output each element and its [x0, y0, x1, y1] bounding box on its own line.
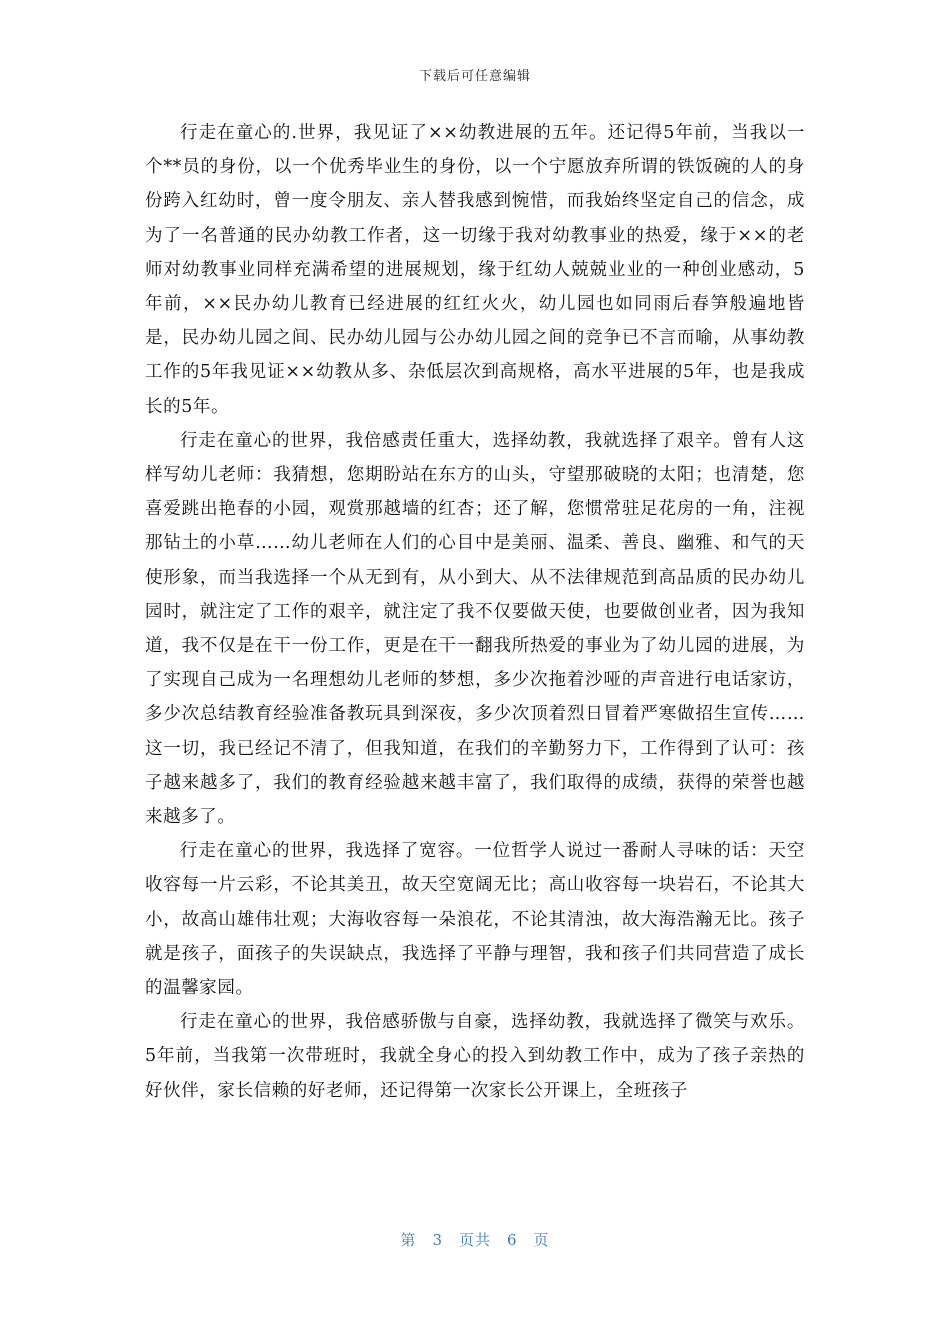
document-body	[145, 116, 805, 1108]
footer-middle: 页共	[458, 1231, 491, 1249]
page-footer	[0, 1229, 950, 1250]
footer-total-pages: 6	[507, 1231, 518, 1249]
paragraph: 行走在童心的世界，我倍感骄傲与自豪，选择幼教，我就选择了微笑与欢乐。5年前，当我第一次带班时，我就全身心的投入到幼教工作中，成为了孩子亲热的好伙伴，家长信赖的好老师，还记得第一次家长公开课上，全班孩子	[145, 1012, 805, 1101]
footer-suffix: 页	[533, 1231, 550, 1249]
footer-prefix: 第	[400, 1231, 417, 1249]
paragraph: 行走在童心的.世界，我见证了××幼教进展的五年。还记得5年前，当我以一个**员的身份，以一个优秀毕业生的身份，以一个宁愿放弃所谓的铁饭碗的人的身份跨入红幼时，曾一度令朋友、亲人替我感到惋惜，而我始终坚定自己的信念，成为了一名普通的民办幼教工作者，这一切缘于我对幼教事业的热爱，缘于××的老师对幼教事业同样充满希望的进展规划，缘于红幼人兢兢业业的一种创业感动，5年前，××民办幼儿教育已经进展的红红火火，幼儿园也如同雨后春笋般遍地皆是，民办幼儿园之间、民办幼儿园与公办幼儿园之间的竞争已不言而喻，从事幼教工作的5年我见证××幼教从多、杂低层次到高规格，高水平进展的5年，也是我成长的5年。	[145, 123, 805, 417]
page-header: 下载后可任意编辑	[418, 69, 531, 84]
paragraph: 行走在童心的世界，我倍感责任重大，选择幼教，我就选择了艰辛。曾有人这样写幼儿老师：我猜想，您期盼站在东方的山头，守望那破晓的太阳；也清楚，您喜爱跳出艳春的小园，观赏那越墙的红杏；还了解，您惯常驻足花房的一角，注视那钻土的小草……幼儿老师在人们的心目中是美丽、温柔、善良、幽雅、和气的天使形象，而当我选择一个从无到有，从小到大、从不法律规范到高品质的民办幼儿园时，就注定了工作的艰辛，就注定了我不仅要做天使，也要做创业者，因为我知道，我不仅是在干一份工作，更是在干一翻我所热爱的事业为了幼儿园的进展，为了实现自己成为一名理想幼儿老师的梦想，多少次拖着沙哑的声音进行电话家访，多少次总结教育经验准备教玩具到深夜，多少次顶着烈日冒着严寒做招生宣传……这一切，我已经记不清了，但我知道，在我们的辛勤努力下，工作得到了认可：孩子越来越多了，我们的教育经验越来越丰富了，我们取得的成绩，获得的荣誉也越来越多了。	[145, 430, 805, 828]
footer-current-page: 3	[432, 1231, 443, 1249]
paragraph: 行走在童心的世界，我选择了宽容。一位哲学人说过一番耐人寻味的话：天空收容每一片云彩，不论其美丑，故天空宽阔无比；高山收容每一块岩石，不论其大小，故高山雄伟壮观；大海收容每一朵浪花，不论其清浊，故大海浩瀚无比。孩子就是孩子，面孩子的失误缺点，我选择了平静与理智，我和孩子们共同营造了成长的温馨家园。	[145, 841, 805, 999]
